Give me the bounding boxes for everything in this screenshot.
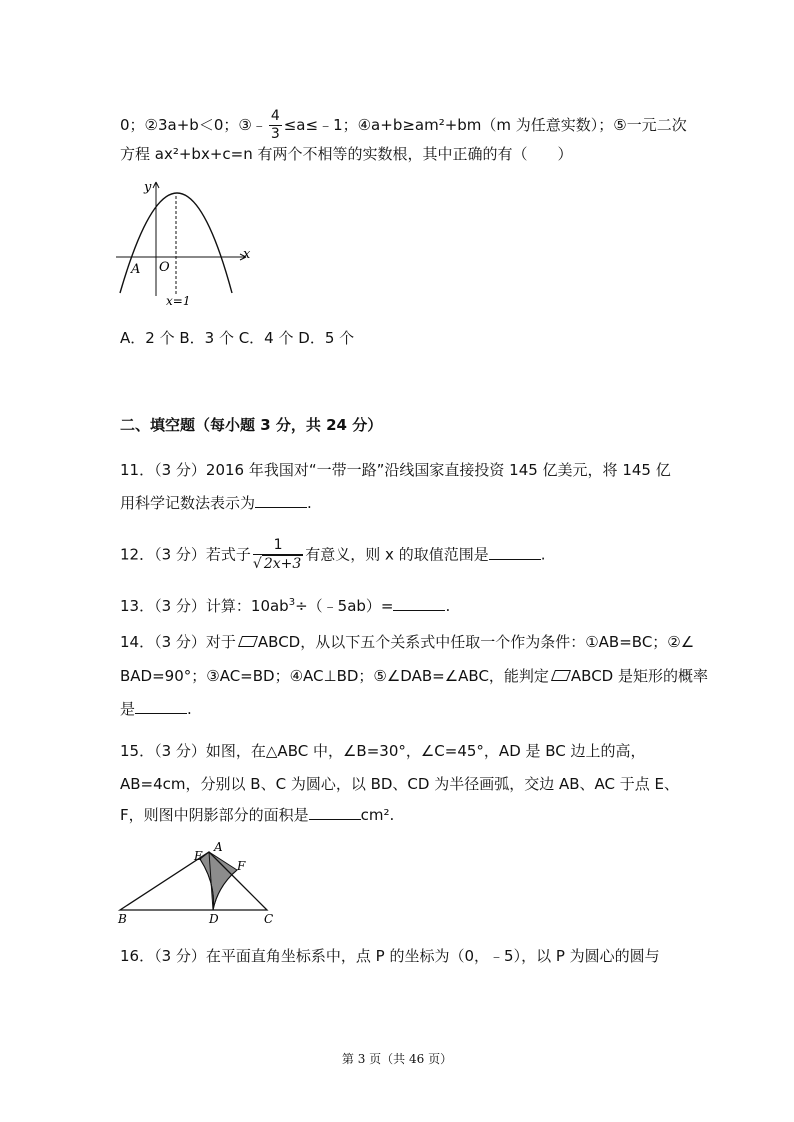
q14-text-d: ABCD 是矩形的概率 [570,667,709,685]
symmetry-axis-label: x=1 [166,294,191,308]
q15-line-1: 15．（3 分）如图，在△ABC 中，∠B=30°，∠C=45°，AD 是 BC 边上的高， [120,742,646,760]
parallelogram-symbol [238,636,258,647]
q14-answer-blank [135,699,187,714]
q13-answer-blank [393,596,445,611]
q14-line-3 [120,699,192,719]
q14-period: . [187,700,192,718]
q15-text-a: F，则图中阴影部分的面积是 [120,806,309,824]
q10-line-2: 方程 ax²+bx+c=n 有两个不相等的实数根，其中正确的有（ ） [120,145,573,163]
origin-label: O [159,260,170,275]
q12-text-a: 12．（3 分）若式子 [120,545,251,564]
q11-period: . [307,494,312,512]
q12-radicand: 2x+3 [263,556,302,572]
section-title: 二、填空题（每小题 3 分，共 24 分） [120,416,383,434]
label-a: A [214,840,223,854]
q12-period: . [540,545,546,564]
q15-line-3 [120,805,394,825]
q11-text: 用科学记数法表示为 [120,494,256,512]
q12-line [120,537,545,573]
q11-line-2 [120,493,312,513]
page-footer: 第 3 页（共 46 页） [341,1052,453,1066]
q12-fraction-denominator: √ 2x+3 [252,556,302,572]
q12-text-b: 有意义，则 x 的取值范围是 [305,545,489,564]
label-d: D [209,912,219,926]
q10-text-b: ≤a≤﹣1；④a+b≥am²+bm（m 为任意实数）；⑤一元二次 [283,116,687,134]
q12-answer-blank [489,545,541,560]
q12-fraction-numerator: 1 [253,537,303,555]
q14-text-e: 是 [120,700,136,718]
q12-fraction [253,537,303,573]
q10-text-a: 0；②3a+b＜0；③﹣ [120,116,267,134]
parabola-graph [112,178,257,308]
parallelogram-symbol [551,670,571,681]
q15-answer-blank [309,805,361,820]
q10-fraction-numerator: 4 [270,108,280,124]
label-c: C [264,912,274,926]
q13-exponent: 3 [288,597,296,608]
q14-line-2 [120,666,708,686]
q14-text-a: 14．（3 分）对于 [120,633,236,651]
q10-fraction [269,108,282,143]
q10-fraction-denominator: 3 [270,126,280,142]
q14-line-1 [120,632,694,652]
q15-line-2: AB=4cm，分别以 B、C 为圆心，以 BD、CD 为半径画弧，交边 AB、AC 于点 E、 [120,775,680,793]
label-f: F [237,859,246,873]
y-axis-label: y [144,180,152,195]
q13-text-a: 13．（3 分）计算：10ab [120,597,289,615]
q10-line-1 [120,108,687,143]
q16-line-1: 16．（3 分）在平面直角坐标系中，点 P 的坐标为（0，﹣5），以 P 为圆心的圆与 [120,947,660,965]
q13-period: . [445,597,451,615]
q14-text-b: ABCD，从以下五个关系式中任取一个作为条件：①AB=BC；②∠ [257,633,695,651]
q10-options: A．2 个 B．3 个 C．4 个 D．5 个 [120,329,355,347]
q13-line [120,593,450,616]
triangle-figure [112,838,287,928]
q11-line-1: 11．（3 分）2016 年我国对“一带一路”沿线国家直接投资 145 亿美元，将 145 亿 [120,461,671,479]
x-axis-label: x [243,247,251,262]
label-b: B [118,912,127,926]
q11-answer-blank [255,493,307,508]
q15-text-b: cm². [360,806,395,824]
q13-text-b: ÷（﹣5ab）= [295,597,394,615]
q14-text-c: BAD=90°；③AC=BD；④AC⊥BD；⑤∠DAB=∠ABC，能判定 [120,667,549,685]
label-e: E [194,849,203,863]
point-a-label: A [131,262,141,277]
